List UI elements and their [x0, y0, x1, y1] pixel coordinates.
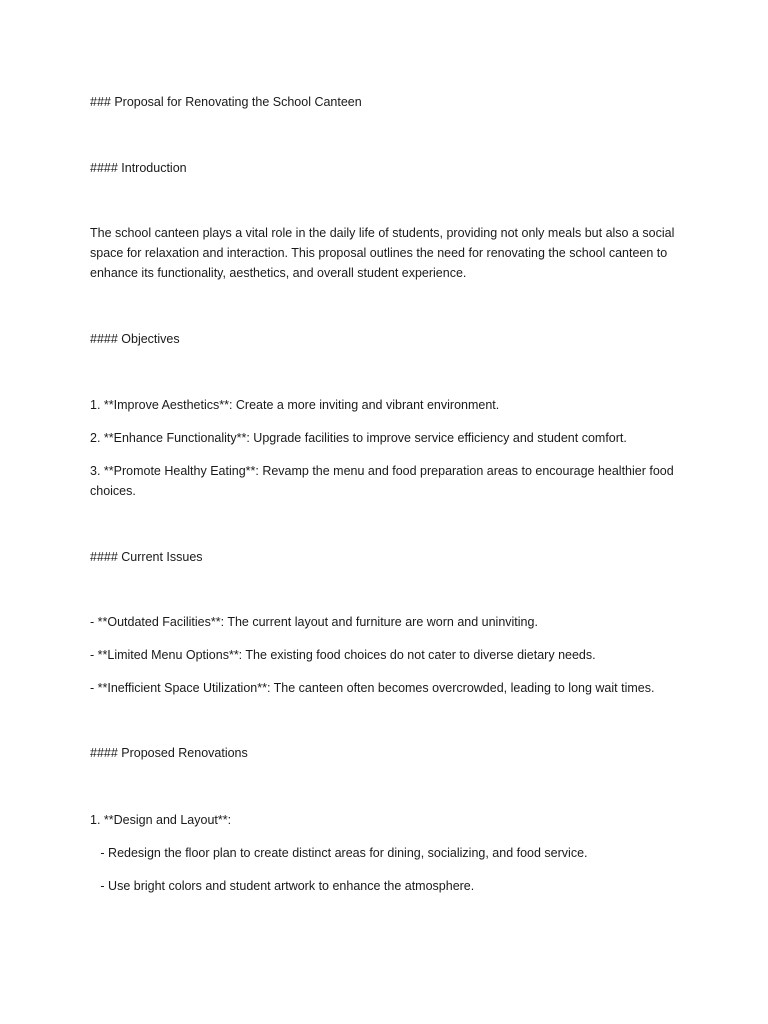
renovation-item: 1. **Design and Layout**:	[90, 813, 232, 827]
objectives-heading: #### Objectives	[90, 332, 180, 346]
issue-item: - **Outdated Facilities**: The current layout and furniture are worn and uninviting.	[90, 615, 538, 629]
issue-item: - **Limited Menu Options**: The existing food choices do not cater to diverse dietary needs.	[90, 648, 596, 662]
objective-item: 1. **Improve Aesthetics**: Create a more inviting and vibrant environment.	[90, 398, 500, 412]
introduction-heading: #### Introduction	[90, 161, 187, 175]
proposed-renovations-heading: #### Proposed Renovations	[90, 746, 248, 760]
objective-item: 3. **Promote Healthy Eating**: Revamp the menu and food preparation areas to encourage healthier food choices.	[90, 464, 674, 498]
renovation-subitem: - Redesign the floor plan to create distinct areas for dining, socializing, and food service.	[90, 846, 588, 860]
introduction-paragraph: The school canteen plays a vital role in the daily life of students, providing not only meals but also a social space for relaxation and interaction. This proposal outlines the need for renovating the school canteen to enhance its functionality, aesthetics, and overall student experience.	[90, 226, 675, 280]
objective-item: 2. **Enhance Functionality**: Upgrade facilities to improve service efficiency and student comfort.	[90, 431, 627, 445]
document-title: ### Proposal for Renovating the School Canteen	[90, 95, 362, 109]
issue-item: - **Inefficient Space Utilization**: The canteen often becomes overcrowded, leading to long wait times.	[90, 681, 655, 695]
current-issues-heading: #### Current Issues	[90, 550, 203, 564]
renovation-subitem: - Use bright colors and student artwork to enhance the atmosphere.	[90, 879, 475, 893]
